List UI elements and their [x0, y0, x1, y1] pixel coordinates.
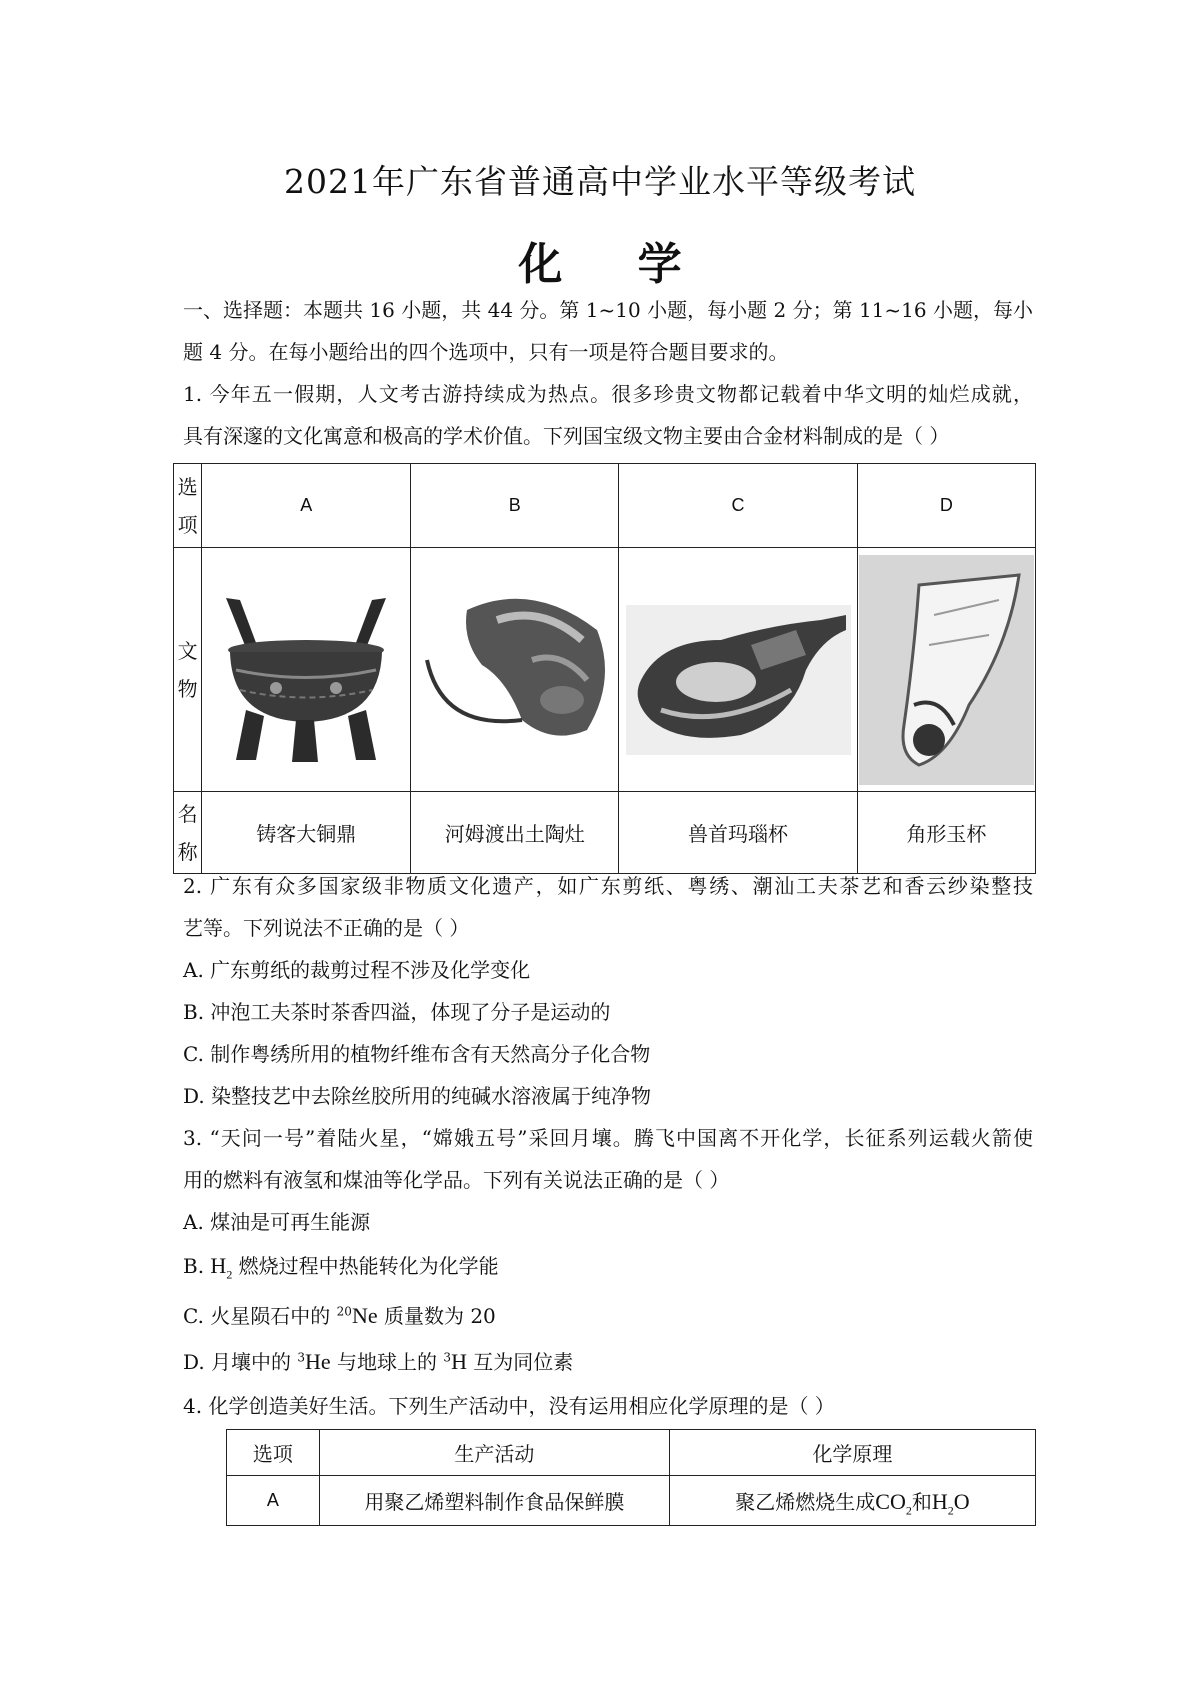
- formula-symbol: O: [953, 1489, 970, 1514]
- artifact-image-cell-b: [411, 548, 619, 792]
- table-row: [174, 792, 1036, 874]
- artifact-name-c: 兽首玛瑙杯: [619, 792, 857, 874]
- formula-symbol: CO: [875, 1489, 906, 1514]
- artifact-image-cell-c: [619, 548, 857, 792]
- header-principle: 化学原理: [669, 1430, 1035, 1476]
- row-label-char: 项: [177, 512, 198, 537]
- section-instructions-line2: 题 4 分。在每小题给出的四个选项中，只有一项是符合题目要求的。: [183, 340, 789, 364]
- bronze-ding-image: [206, 570, 406, 770]
- artifact-name-a: 铸客大铜鼎: [202, 792, 411, 874]
- formula-h2o: [931, 1489, 970, 1518]
- row-label-char: 称: [177, 839, 198, 864]
- row-label-artifact: [174, 548, 202, 792]
- q2-stem-line1: 2. 广东有众多国家级非物质文化遗产，如广东剪纸、粤绣、潮汕工夫茶艺和香云纱染整技: [183, 874, 1033, 898]
- q4-table: [226, 1429, 1036, 1526]
- row-label-char: 选: [177, 474, 198, 499]
- artifact-image-cell-d: [857, 548, 1035, 792]
- artifact-image-cell-a: [202, 548, 411, 792]
- section-instructions-line1: 一、选择题：本题共 16 小题，共 44 分。第 1~10 小题，每小题 2 分；第 11~16 小题，每小: [183, 298, 1033, 322]
- q4-stem-line1: 4. 化学创造美好生活。下列生产活动中，没有运用相应化学原理的是（ ）: [183, 1394, 835, 1418]
- formula-co2: [875, 1489, 912, 1518]
- q3-option-a: A. 煤油是可再生能源: [183, 1210, 371, 1234]
- q3-option-b: [183, 1252, 1033, 1280]
- option-prefix: B.: [183, 1254, 211, 1278]
- formula-h: H: [451, 1349, 467, 1374]
- principle-text: 和: [911, 1490, 932, 1514]
- header-option: 选项: [227, 1430, 320, 1476]
- q2-option-a: A. 广东剪纸的裁剪过程不涉及化学变化: [183, 958, 531, 982]
- q3-stem-line1: 3. “天问一号”着陆火星，“嫦娥五号”采回月壤。腾飞中国离不开化学，长征系列运载火箭使: [183, 1126, 1033, 1150]
- exam-title: 2021年广东省普通高中学业水平等级考试: [284, 162, 916, 201]
- table-row: [174, 464, 1036, 548]
- q1-stem-line2: 具有深邃的文化寓意和极高的学术价值。下列国宝级文物主要由合金材料制成的是（ ）: [183, 424, 950, 448]
- row-label-options: [174, 464, 202, 548]
- q3-option-c: [183, 1302, 1033, 1330]
- option-b-header: B: [411, 464, 619, 548]
- subject-title: 化 学: [518, 239, 712, 290]
- q1-artifact-table: [173, 463, 1036, 874]
- option-a-header: A: [202, 464, 411, 548]
- table-row: [227, 1430, 1036, 1476]
- row-activity-a: 用聚乙烯塑料制作食品保鲜膜: [319, 1476, 669, 1526]
- row-option-a: A: [227, 1476, 320, 1526]
- artifact-name-d: 角形玉杯: [857, 792, 1035, 874]
- artifact-name-b: 河姆渡出土陶灶: [411, 792, 619, 874]
- header-activity: 生产活动: [319, 1430, 669, 1476]
- q1-stem-line1: 1. 今年五一假期，人文考古游持续成为热点。很多珍贵文物都记载着中华文明的灿烂成就，: [183, 382, 1033, 406]
- formula-subscript: 2: [947, 1503, 954, 1518]
- option-text: 互为同位素: [466, 1350, 574, 1374]
- jade-horn-cup-image: [859, 555, 1034, 785]
- option-text: 与地球上的: [330, 1350, 444, 1374]
- option-prefix: C. 火星陨石中的: [183, 1304, 337, 1328]
- formula-symbol: H: [210, 1253, 227, 1278]
- q2-option-b: B. 冲泡工夫茶时茶香四溢，体现了分子是运动的: [183, 1000, 611, 1024]
- row-label-char: 物: [177, 676, 198, 701]
- q2-option-c: C. 制作粤绣所用的植物纤维布含有天然高分子化合物: [183, 1042, 651, 1066]
- agate-cup-image: [621, 570, 856, 770]
- principle-text: 聚乙烯燃烧生成: [735, 1490, 876, 1514]
- table-row: [174, 548, 1036, 792]
- option-text: 燃烧过程中热能转化为化学能: [232, 1254, 499, 1278]
- formula-symbol: H: [931, 1489, 948, 1514]
- formula-ne: Ne: [351, 1303, 378, 1328]
- row-label-name: [174, 792, 202, 874]
- row-principle-a: [669, 1476, 1035, 1526]
- pottery-stove-image: [412, 570, 617, 770]
- mass-number: 3: [443, 1350, 452, 1365]
- formula-h2: [210, 1253, 233, 1282]
- formula-subscript: 2: [226, 1267, 233, 1282]
- mass-number: 20: [336, 1304, 352, 1319]
- option-prefix: D. 月壤中的: [183, 1350, 298, 1374]
- q3-stem-line2: 用的燃料有液氢和煤油等化学品。下列有关说法正确的是（ ）: [183, 1168, 730, 1192]
- row-label-char: 名: [177, 801, 198, 826]
- option-c-header: C: [619, 464, 857, 548]
- q3-option-d: [183, 1348, 1033, 1376]
- table-row: [227, 1476, 1036, 1526]
- option-d-header: D: [857, 464, 1035, 548]
- row-label-char: 文: [177, 638, 198, 663]
- option-text: 质量数为 20: [377, 1304, 496, 1328]
- formula-subscript: 2: [905, 1503, 912, 1518]
- mass-number: 3: [297, 1350, 306, 1365]
- q2-stem-line2: 艺等。下列说法不正确的是（ ）: [183, 916, 470, 940]
- q2-option-d: D. 染整技艺中去除丝胶所用的纯碱水溶液属于纯净物: [183, 1084, 652, 1108]
- formula-he: He: [305, 1349, 331, 1374]
